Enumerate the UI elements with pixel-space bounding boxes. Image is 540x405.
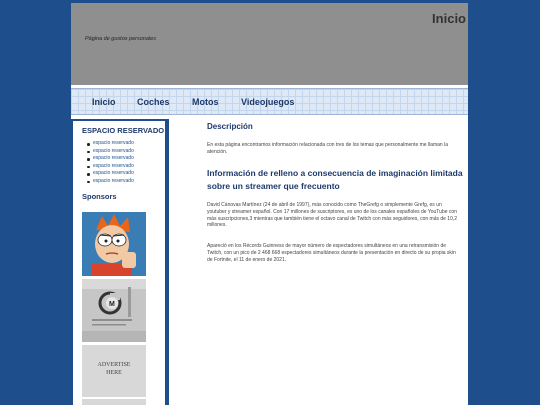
sponsor-image-logo[interactable]	[82, 279, 146, 342]
sidebar-item[interactable]: espacio reservado	[87, 163, 134, 171]
nav-link-inicio[interactable]: Inicio	[92, 97, 116, 107]
sidebar-heading: ESPACIO RESERVADO	[82, 126, 165, 135]
advertise-line2: HERE	[106, 370, 122, 376]
bio-paragraph: David Cánovas Martínez (24 de abril de 1997), más conocido como TheGrefg o simplemente Grefg, es un youtuber y streamer español. Con 17 millones de suscriptores, es uno de los canales españoles de YouTube con más suscripciones,3 mientras que también tiene el octavo canal de Twitch con más seguidores, con más de 10,2 millones.	[207, 202, 458, 229]
sidebar-item[interactable]: espacio reservado	[87, 148, 134, 156]
advertise-banner-2[interactable]	[82, 399, 146, 405]
description-title: Descripción	[207, 122, 253, 131]
sidebar-item[interactable]: espacio reservado	[87, 170, 134, 178]
advertise-text	[82, 361, 146, 377]
section-title: Información de relleno a consecuencia de imaginación limitada sobre un streamer que frecuento	[207, 168, 463, 191]
sidebar	[71, 119, 167, 405]
sidebar-item[interactable]: espacio reservado	[87, 155, 134, 163]
svg-text:M: M	[109, 301, 115, 308]
sponsors-heading: Sponsors	[82, 192, 117, 201]
sidebar-item[interactable]: espacio reservado	[87, 178, 134, 186]
sidebar-list	[87, 140, 134, 186]
main-nav	[71, 88, 468, 115]
advertise-line1: ADVERTISE	[97, 362, 131, 368]
site-title: Inicio	[432, 11, 466, 26]
site-header	[71, 3, 468, 85]
record-paragraph: Apareció en los Récords Guinness de mayor número de espectadores simultáneos en una retransmisión de Twitch, con un pico de 2 468 668 espectadores simultáneos durante la presentación en directo de su propia skin de Fortnite, el 11 de enero de 2021.	[207, 243, 456, 263]
site-subtitle: Página de gustos personales	[85, 36, 156, 42]
sidebar-item[interactable]: espacio reservado	[87, 140, 134, 148]
nav-link-videojuegos[interactable]: Videojuegos	[241, 97, 295, 107]
nav-link-coches[interactable]: Coches	[137, 97, 170, 107]
nav-link-motos[interactable]: Motos	[192, 97, 219, 107]
cartoon-face-icon	[82, 212, 146, 276]
sidebar-divider	[167, 119, 169, 405]
intro-paragraph: En esta página encontramos información relacionada con tres de los temas que personalmente me llaman la atención.	[207, 142, 448, 155]
sponsor-image-cartoon[interactable]	[82, 212, 146, 276]
advertise-banner[interactable]	[82, 345, 146, 397]
company-logo-icon	[82, 279, 146, 342]
